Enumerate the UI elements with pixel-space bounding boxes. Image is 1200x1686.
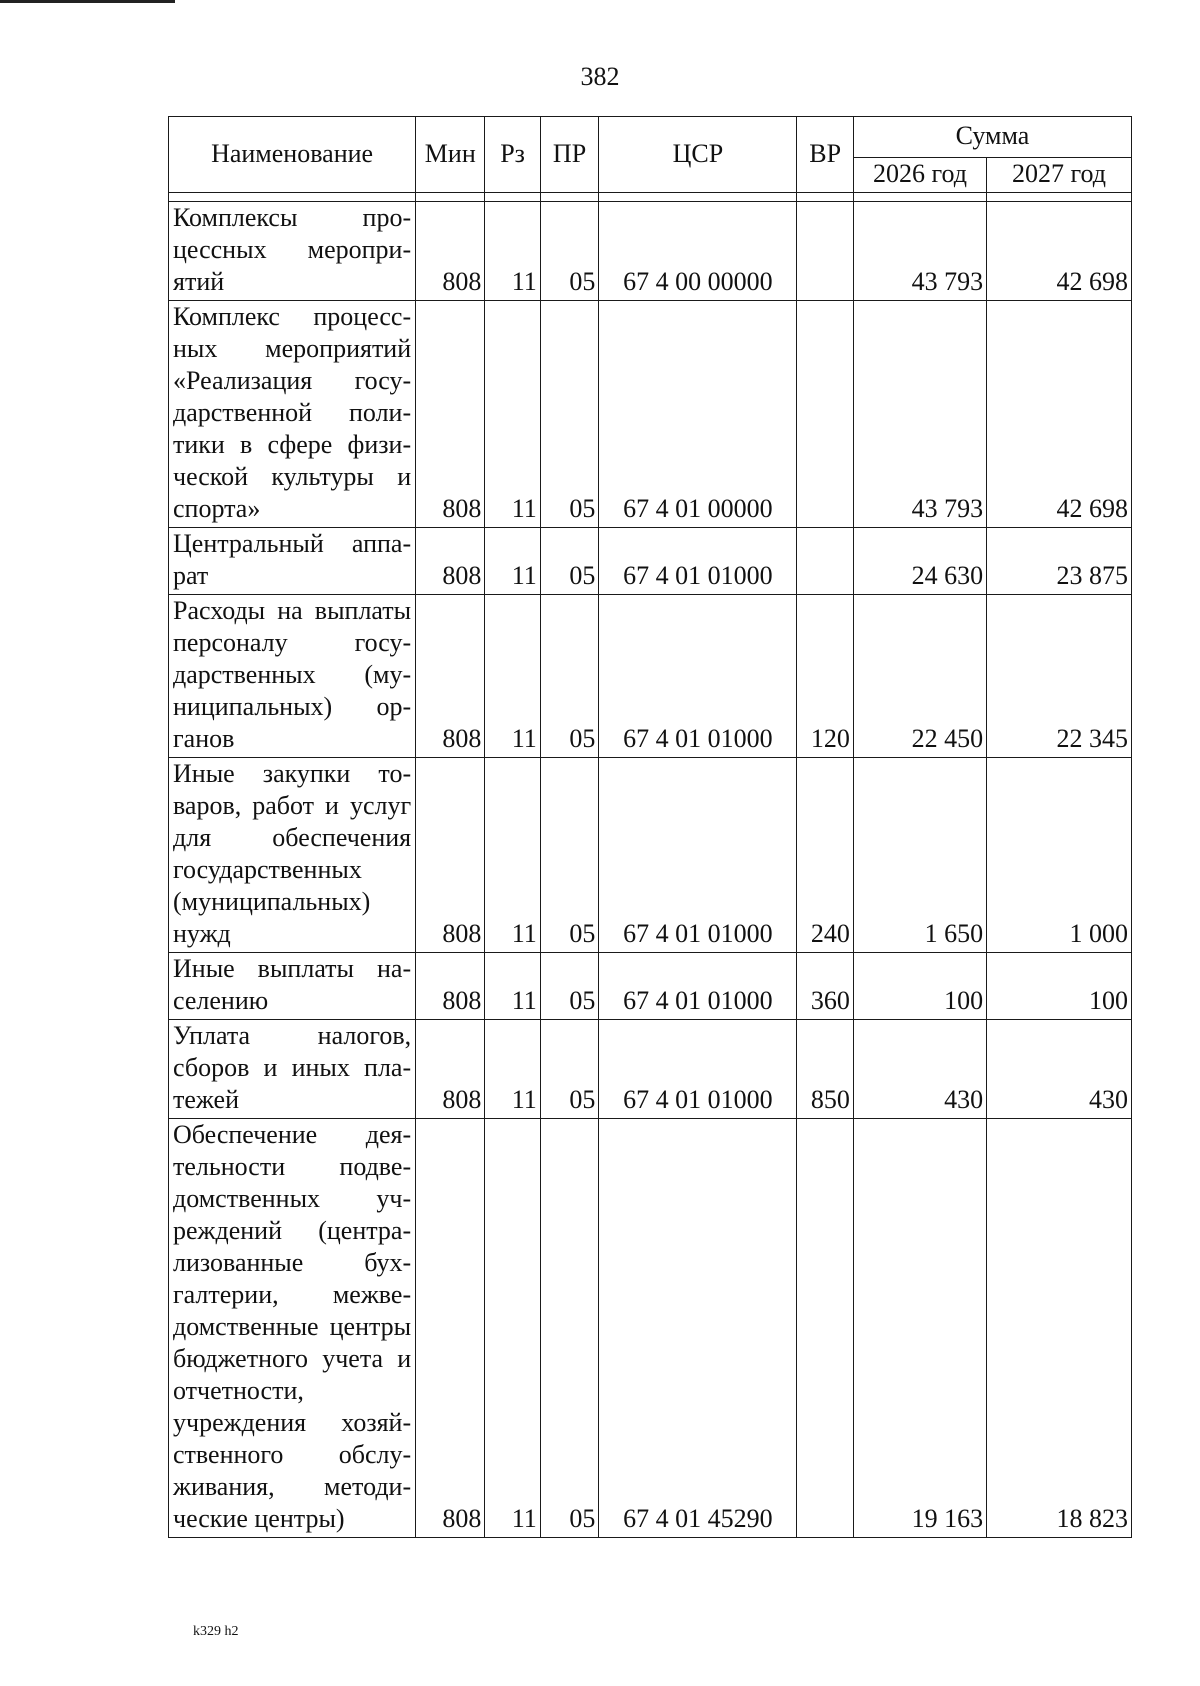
row-sum-2026: 22 450 [853,595,986,758]
row-sum-2027: 430 [987,1020,1132,1119]
row-sum-2027: 22 345 [987,595,1132,758]
row-name: Обеспечение деятельности подведомственных учреждений (централизованные бухгалтерии, межведомственные центры бюджетного учета и отчетности, учреждения хозяйственного обслуживания, методические центры) [169,1119,416,1538]
row-csr: 67 4 01 01000 [599,1020,797,1119]
row-name: Центральный аппарат [169,528,416,595]
row-vr: 360 [797,953,853,1020]
row-min: 808 [416,1020,485,1119]
row-sum-2027: 42 698 [987,202,1132,301]
row-pr: 05 [540,1020,599,1119]
row-rz: 11 [485,528,540,595]
row-csr: 67 4 00 00000 [599,202,797,301]
row-rz: 11 [485,202,540,301]
row-pr: 05 [540,202,599,301]
row-name: Расходы на выплаты персоналу государственных (муниципальных) органов [169,595,416,758]
row-csr: 67 4 01 01000 [599,528,797,595]
row-rz: 11 [485,1020,540,1119]
row-min: 808 [416,528,485,595]
row-sum-2026: 430 [853,1020,986,1119]
row-vr: 120 [797,595,853,758]
row-sum-2027: 18 823 [987,1119,1132,1538]
header-min: Мин [416,117,485,193]
row-name: Комплекс процессных мероприятий «Реализация государственной политики в сфере физической культуры и спорта» [169,301,416,528]
row-pr: 05 [540,528,599,595]
row-name: Иные выплаты населению [169,953,416,1020]
row-pr: 05 [540,301,599,528]
row-rz: 11 [485,953,540,1020]
row-sum-2026: 43 793 [853,202,986,301]
header-vr: ВР [797,117,853,193]
row-csr: 67 4 01 01000 [599,595,797,758]
row-sum-2027: 42 698 [987,301,1132,528]
row-sum-2026: 19 163 [853,1119,986,1538]
row-sum-2027: 23 875 [987,528,1132,595]
scan-edge-line [0,0,175,3]
row-csr: 67 4 01 01000 [599,953,797,1020]
row-vr [797,202,853,301]
row-min: 808 [416,758,485,953]
header-rz: Рз [485,117,540,193]
footer-code: k329 h2 [193,1624,239,1639]
row-min: 808 [416,1119,485,1538]
table-row [169,528,1132,595]
row-sum-2026: 24 630 [853,528,986,595]
row-pr: 05 [540,953,599,1020]
page-number: 382 [580,62,620,91]
row-rz: 11 [485,301,540,528]
row-csr: 67 4 01 01000 [599,758,797,953]
header-csr: ЦСР [599,117,797,193]
row-min: 808 [416,953,485,1020]
row-rz: 11 [485,758,540,953]
row-sum-2026: 100 [853,953,986,1020]
row-name: Комплексы процессных мероприятий [169,202,416,301]
row-sum-2026: 43 793 [853,301,986,528]
row-pr: 05 [540,1119,599,1538]
row-vr [797,301,853,528]
row-sum-2026: 1 650 [853,758,986,953]
header-year-2027: 2027 год [987,158,1132,193]
header-year-2026: 2026 год [853,158,986,193]
row-vr: 240 [797,758,853,953]
row-min: 808 [416,301,485,528]
row-min: 808 [416,202,485,301]
row-vr [797,528,853,595]
row-name: Иные закупки товаров, работ и услуг для обеспечения государственных (муниципальных) нужд [169,758,416,953]
row-min: 808 [416,595,485,758]
row-sum-2027: 1 000 [987,758,1132,953]
table-body [169,193,1132,1538]
header-spacer-row [169,193,1132,202]
table-row [169,202,1132,301]
row-name: Уплата налогов, сборов и иных платежей [169,1020,416,1119]
header-pr: ПР [540,117,599,193]
table-row [169,1119,1132,1538]
row-vr [797,1119,853,1538]
row-sum-2027: 100 [987,953,1132,1020]
table-row [169,301,1132,528]
table-row [169,1020,1132,1119]
row-rz: 11 [485,1119,540,1538]
header-sum: Сумма [853,117,1131,158]
row-csr: 67 4 01 00000 [599,301,797,528]
table-header [169,117,1132,193]
table-row [169,595,1132,758]
header-name: Наименование [169,117,416,193]
budget-table [168,116,1132,1538]
row-pr: 05 [540,758,599,953]
row-csr: 67 4 01 45290 [599,1119,797,1538]
table-row [169,758,1132,953]
row-rz: 11 [485,595,540,758]
table-row [169,953,1132,1020]
row-pr: 05 [540,595,599,758]
row-vr: 850 [797,1020,853,1119]
